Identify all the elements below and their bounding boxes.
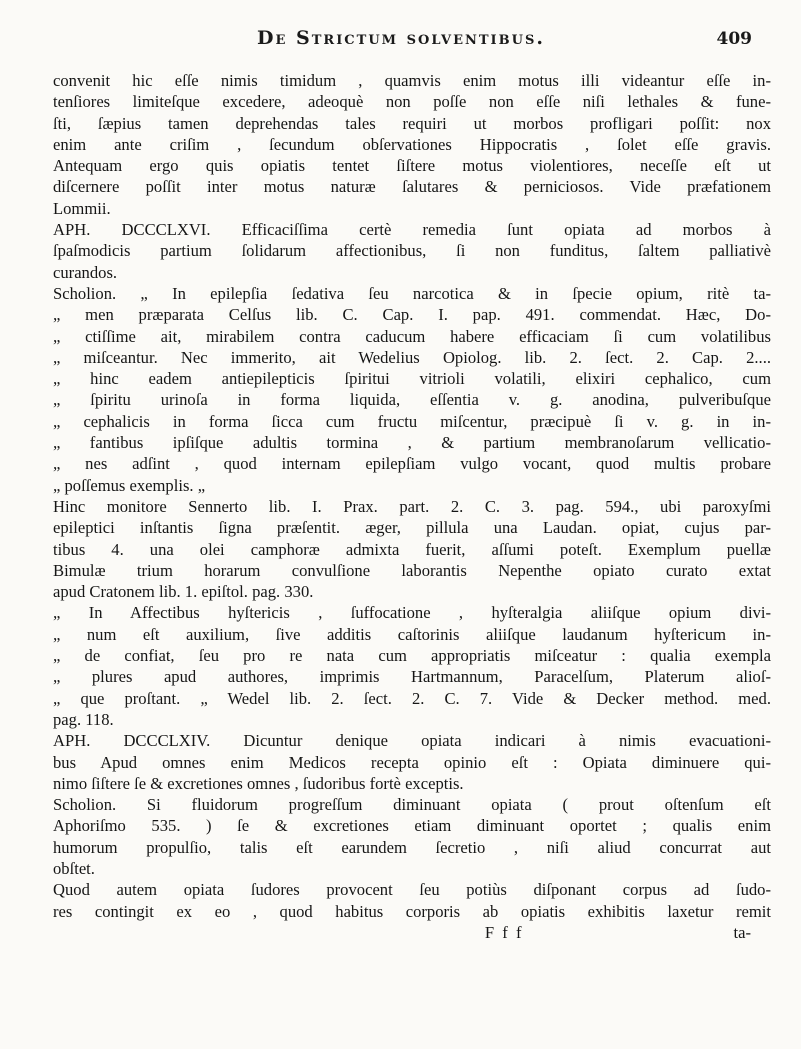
text-line: APH. DCCCLXVI. Efficaciſſima certè remedia ſunt opiata ad morbos à (53, 220, 771, 240)
text-line: nimo ſiſtere ſe & excretiones omnes , ſudoribus fortè exceptis. (53, 773, 464, 793)
text-line: bus Apud omnes enim Medicos recepta opinio eſt : Opiata diminuere qui- (53, 752, 771, 772)
page-header (90, 27, 752, 59)
text-line: apud Cratonem lib. 1. epiſtol. pag. 330. (53, 582, 314, 602)
text-line: „ miſceantur. Nec immerito, ait Wedelius Opiolog. lib. 2. ſect. 2. Cap. 2.... (53, 347, 771, 367)
text-line: tibus 4. una olei camphoræ admixta fuerit, aſſumi poteſt. Exemplum puellæ (53, 539, 771, 559)
text-line: „ que proſtant. „ Wedel lib. 2. ſect. 2. C. 7. Vide & Decker method. med. (53, 688, 771, 708)
text-line: „ fantibus ipſiſque adultis tormina , & partium membranoſarum vellicatio- (53, 433, 771, 453)
text-line: epileptici inſtantis ſigna præſentit. æger, pillula una Laudan. opiat, cujus par- (53, 518, 771, 538)
text-line: diſcernere poſſit inter motus naturæ ſalutares & perniciosos. Vide præfationem (53, 177, 771, 197)
text-line: tenſiores limiteſque excedere, adeoquè non poſſe non eſſe niſi lethales & fune- (53, 92, 771, 112)
text-line: ſti, ſæpius tamen deprehendas tales requiri ut morbos profligari poſſit: nox (53, 113, 771, 133)
text-line: „ cephalicis in forma ſicca cum fructu miſcentur, præcipuè ſi v. g. in in- (53, 411, 771, 431)
text-line: Antequam ergo quis opiatis tentet ſiſtere motus violentiores, neceſſe eſt ut (53, 156, 771, 176)
text-line: pag. 118. (53, 709, 114, 729)
text-line: Lommii. (53, 198, 111, 218)
text-line: obſtet. (53, 858, 95, 878)
text-line: „ nes adſint , quod internam epilepſiam vulgo vocant, quod multis probare (53, 454, 771, 474)
body-text (53, 70, 771, 943)
page-number: 409 (716, 29, 752, 49)
text-line: convenit hic eſſe nimis timidum , quamvis enim motus illi videantur eſſe in- (53, 71, 771, 90)
text-line: „ ſpiritu urinoſa in forma liquida, eſſentia v. g. anodina, pulveribuſque (53, 390, 771, 410)
text-line: „ hinc eadem antiepilepticis ſpiritui vitrioli volatili, elixiri cephalico, cum (53, 369, 771, 389)
page-footer (53, 922, 771, 943)
text-line: Hinc monitore Sennerto lib. I. Prax. part. 2. C. 3. pag. 594., ubi paroxyſmi (53, 496, 771, 516)
text-line: „ In Affectibus hyſtericis , ſuffocatione , hyſteralgia aliiſque opium divi- (53, 603, 771, 623)
text-line: curandos. (53, 262, 118, 282)
text-line: Scholion. Si fluidorum progreſſum diminuant opiata ( prout oſtenſum eſt (53, 795, 771, 815)
text-line: „ ctiſſime ait, mirabilem contra caducum habere efficaciam ſi cum volatilibus (53, 326, 771, 346)
text-line: Quod autem opiata ſudores provocent ſeu potiùs diſponant corpus ad ſudo- (53, 880, 771, 900)
text-line: Scholion. „ In epilepſia ſedativa ſeu narcotica & in ſpecie opium, ritè ta- (53, 283, 771, 303)
text-line: „ de confiat, ſeu pro re nata cum appropriatis miſceatur : qualia exempla (53, 646, 771, 666)
signature-mark: F f f (484, 922, 524, 942)
text-line: APH. DCCCLXIV. Dicuntur denique opiata indicari à nimis evacuationi- (53, 731, 771, 751)
text-line: Aphoriſmo 535. ) ſe & excretiones etiam diminuant oportet ; qualis enim (53, 816, 771, 836)
running-head: De Strictum solventibus. (257, 27, 545, 49)
text-line: „ num eſt auxilium, ſive additis caſtorinis aliiſque laudanum hyſtericum in- (53, 624, 771, 644)
text-line: humorum propulſio, talis eſt earundem ſecretio , niſi aliud concurrat aut (53, 837, 771, 857)
text-line: ſpaſmodicis partium ſolidarum affectionibus, ſi non funditus, ſaltem palliativè (53, 241, 771, 261)
text-line: Bimulæ trium horarum convulſione laborantis Nepenthe opiato curato extat (53, 560, 771, 580)
text-line: enim ante criſim , ſecundum obſervationes Hippocratis , ſolet eſſe gravis. (53, 134, 771, 154)
text-line: res contingit ex eo , quod habitus corporis ab opiatis exhibitis laxetur remit (53, 901, 771, 921)
catchword: ta- (733, 922, 751, 942)
text-line: „ men præparata Celſus lib. C. Cap. I. pap. 491. commendat. Hæc, Do- (53, 305, 771, 325)
text-line: „ poſſemus exemplis. „ (53, 475, 206, 495)
text-line: „ plures apud authores, imprimis Hartmannum, Paracelſum, Platerum alioſ- (53, 667, 771, 687)
